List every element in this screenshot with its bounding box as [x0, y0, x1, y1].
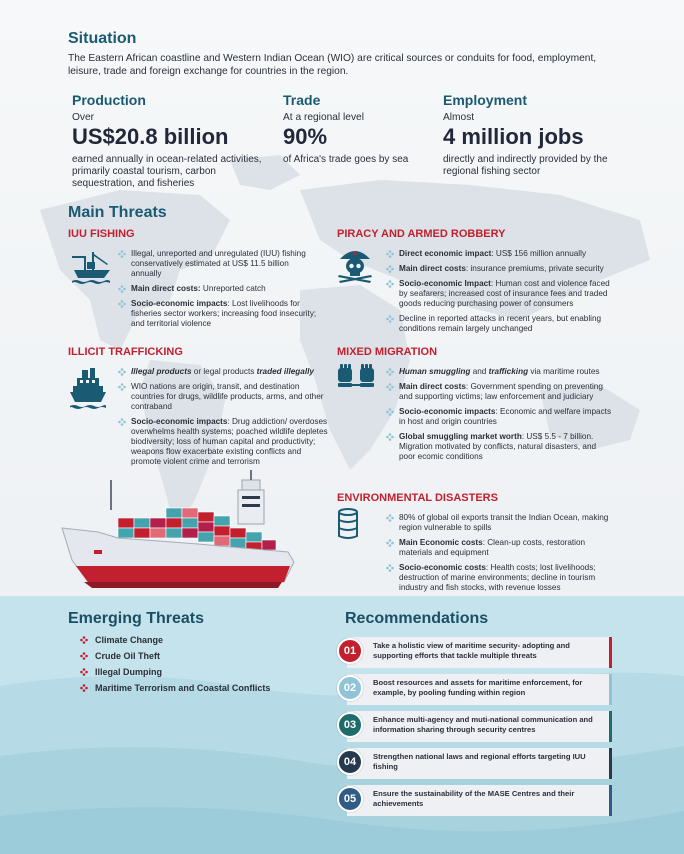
stat-pre: At a regional level [283, 112, 364, 123]
bullet-text: : Lost livelihoods for fisheries sector workers; increasing food insecurity; and territorial violence [131, 299, 317, 328]
bullet-icon [118, 368, 126, 376]
list-item [386, 538, 618, 558]
container-ship-illustration [58, 470, 298, 600]
illicit-trafficking-title: ILLICIT TRAFFICKING [68, 346, 183, 358]
recommendation-text: Boost resources and assets for maritime enforcement, for example, by pooling funding within region [373, 678, 583, 697]
recommendation-number: 03 [337, 712, 363, 738]
recommendations-title: Recommendations [345, 610, 489, 627]
situation-title: Situation [68, 30, 137, 47]
stat-desc: directly and indirectly provided by the regional fishing sector [443, 154, 608, 177]
bullet-text: 80% of global oil exports transit the Indian Ocean, making region vulnerable to spills [399, 513, 609, 532]
fishing-boat-icon [70, 250, 112, 284]
main-threats-title: Main Threats [68, 204, 167, 221]
emerging-threats-title: Emerging Threats [68, 610, 205, 627]
iuu-fishing-list [118, 249, 318, 334]
bullet-label: Main direct costs [399, 382, 466, 391]
bullet-icon [118, 285, 126, 293]
bullet-text: : Clean-up costs, restoration materials and equipment [399, 538, 586, 557]
list-item [118, 367, 328, 377]
list-item [386, 432, 614, 462]
recommendation-edge [609, 711, 612, 742]
bullet-icon [386, 539, 394, 547]
emerging-item-label: Maritime Terrorism and Coastal Conflicts [95, 683, 271, 693]
mixed-migration-title: MIXED MIGRATION [337, 346, 438, 358]
situation-intro: The Eastern African coastline and Western Indian Ocean (WIO) are critical sources or conduits for food, employment, leisure, trade and foreign exchange for countries in the region. [68, 53, 597, 77]
recommendation-number: 01 [337, 638, 363, 664]
bullet-text: via maritime routes [528, 367, 600, 376]
recommendation-text: Take a holistic view of maritime security- adopting and supporting efforts that tackle multiple threats [373, 641, 570, 660]
bullet-icon [386, 408, 394, 416]
bullet-text: Decline in reported attacks in recent years, but enabling conditions remain largely unchanged [399, 314, 602, 333]
bullet-text: Illegal, unreported and unregulated (IUU) fishing conservatively estimated at US$ 11.5 billion annually [131, 249, 306, 278]
bullet-icon [80, 684, 88, 692]
recommendation-text: Ensure the sustainability of the MASE Centres and their achievements [373, 789, 575, 808]
mixed-migration-list [386, 367, 614, 467]
recommendation-edge [609, 637, 612, 668]
list-item [118, 382, 328, 412]
recommendation-edge [609, 674, 612, 705]
stat-heading: Production [72, 92, 146, 108]
environmental-disasters-list [386, 513, 618, 598]
recommendation-edge [609, 785, 612, 816]
emerging-item-label: Illegal Dumping [95, 667, 163, 677]
bullet-text: : Human cost and violence faced by seafarers; increased cost of insurance fees and traded goods reducing purchasing power of consumers [399, 279, 610, 308]
bullet-text: Unreported catch [200, 284, 266, 293]
bullet-icon [118, 383, 126, 391]
list-item [80, 683, 270, 699]
list-item [386, 314, 614, 334]
bullet-text: : Health costs; lost livelihoods; destruction of marine environments; decline in tourism industry and fish stocks, with revenue losses [399, 563, 596, 592]
bullet-emphasis: Illegal products [131, 367, 192, 376]
stat-value: US$20.8 billion [72, 124, 229, 149]
stat-desc: of Africa's trade goes by sea [283, 154, 409, 165]
bullet-icon [386, 315, 394, 323]
stat-desc: earned annually in ocean-related activities, primarily coastal tourism, carbon sequestration, and fisheries [72, 154, 262, 189]
pirate-skull-icon [336, 247, 374, 283]
emerging-item-label: Climate Change [95, 635, 164, 645]
list-item [386, 367, 614, 377]
bullet-label: Socio-economic Impact [399, 279, 491, 288]
recommendation-3 [337, 710, 612, 743]
bullet-icon [386, 433, 394, 441]
bullet-icon [386, 564, 394, 572]
iuu-fishing-title: IUU FISHING [68, 228, 135, 240]
bullet-icon [386, 368, 394, 376]
recommendation-2 [337, 673, 612, 706]
piracy-list [386, 249, 614, 339]
bullet-icon [118, 250, 126, 258]
bullet-label: Global smuggling market worth [399, 432, 522, 441]
bullet-label: Socio-economic impacts [131, 299, 228, 308]
recommendation-number: 04 [337, 749, 363, 775]
stat-value: 90% [283, 124, 328, 149]
list-item [80, 667, 270, 683]
bullet-icon [80, 652, 88, 660]
list-item [386, 279, 614, 309]
recommendation-1 [337, 636, 612, 669]
bullet-label: Socio-economic impacts [399, 407, 496, 416]
list-item [80, 651, 270, 667]
bullet-icon [386, 250, 394, 258]
handcuffed-hands-icon [336, 364, 376, 388]
list-item [386, 563, 618, 593]
recommendation-edge [609, 748, 612, 779]
bullet-text: : Government spending on preventing and supporting victims; law enforcement and judiciary [399, 382, 603, 401]
list-item [386, 407, 614, 427]
list-item [118, 284, 318, 294]
recommendation-number: 05 [337, 786, 363, 812]
recommendation-text: Strengthen national laws and regional efforts targeting IUU fishing [373, 752, 586, 771]
illicit-trafficking-list [118, 367, 328, 472]
bullet-text: WIO nations are origin, transit, and destination countries for drugs, wildlife products, arms, and other contraband [131, 382, 324, 411]
bullet-emphasis: trafficking [488, 367, 529, 376]
bullet-label: Direct economic impact [399, 249, 492, 258]
environmental-disasters-title: ENVIRONMENTAL DISASTERS [337, 492, 498, 504]
bullet-icon [386, 514, 394, 522]
emerging-item-label: Crude Oil Theft [95, 651, 160, 661]
bullet-icon [386, 383, 394, 391]
list-item [118, 299, 318, 329]
bullet-text: : Drug addiction/ overdoses overwhelms health systems; poached wildlife depletes biodiversity; loss of human capital and productivity; weapons flow exacerbate existing conflicts and promote violent crime and terrorism [131, 417, 328, 466]
stat-trade [283, 92, 423, 166]
bullet-emphasis: traded illegally [256, 367, 314, 376]
bullet-label: Socio-economic costs [399, 563, 486, 572]
oil-barrel-icon [336, 508, 360, 540]
bullet-emphasis: Human smuggling [399, 367, 471, 376]
bullet-text: : US$ 5.5 - 7 billion. Migration motivated by conflicts, natural disasters, and poor ecomic conditions [399, 432, 597, 461]
recommendation-number: 02 [337, 675, 363, 701]
stat-production [72, 92, 272, 190]
emerging-threats-list [80, 635, 270, 699]
bullet-text: : Economic and welfare impacts in host and origin countries [399, 407, 612, 426]
stat-value: 4 million jobs [443, 124, 584, 149]
bullet-text: or legal products [191, 367, 257, 376]
piracy-title: PIRACY AND ARMED ROBBERY [337, 228, 506, 240]
bullet-icon [386, 265, 394, 273]
bullet-icon [118, 300, 126, 308]
stat-employment [443, 92, 613, 178]
bullet-label: Socio-economic impacts [131, 417, 228, 426]
bullet-icon [80, 636, 88, 644]
list-item [80, 635, 270, 651]
bullet-text: : US$ 156 million annually [491, 249, 587, 258]
list-item [386, 382, 614, 402]
list-item [118, 249, 318, 279]
recommendation-4 [337, 747, 612, 780]
stat-pre: Over [72, 112, 95, 123]
bullet-icon [80, 668, 88, 676]
recommendation-5 [337, 784, 612, 817]
bullet-label: Main direct costs: [131, 284, 201, 293]
bullet-label: Main direct costs [399, 264, 466, 273]
list-item [118, 417, 328, 467]
bullet-text: : insurance premiums, private security [465, 264, 604, 273]
list-item [386, 249, 614, 259]
stat-pre: Almost [443, 112, 475, 123]
stat-heading: Trade [283, 92, 321, 108]
bullet-icon [386, 280, 394, 288]
bullet-text: and [470, 367, 489, 376]
list-item [386, 513, 618, 533]
recommendation-text: Enhance multi-agency and muti-national communication and information sharing through security centres [373, 715, 593, 734]
list-item [386, 264, 614, 274]
cargo-ship-icon [68, 366, 108, 414]
bullet-icon [118, 418, 126, 426]
stat-heading: Employment [443, 92, 528, 108]
bullet-label: Main Economic costs [399, 538, 483, 547]
